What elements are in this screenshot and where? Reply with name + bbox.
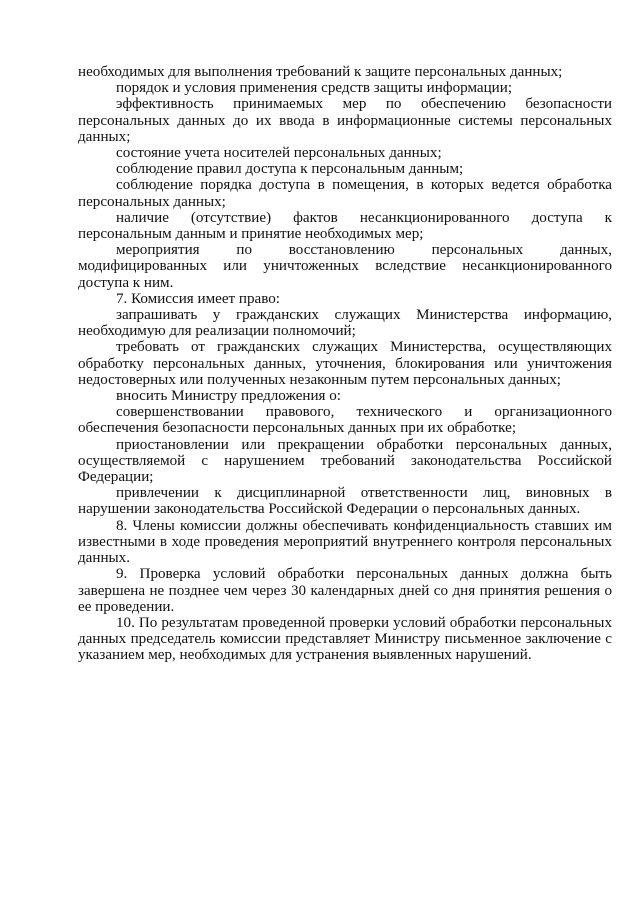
paragraph-section-9: 9. Проверка условий обработки персональных данных должна быть завершена не позднее чем через 30 календарных дней со дня принятия решения о ее проведении. [78, 566, 612, 615]
paragraph-disciplinary: привлечении к дисциплинарной ответственности лиц, виновных в нарушении законодательства Российской Федерации о персональных данных. [78, 485, 612, 518]
paragraph-access-rules: соблюдение правил доступа к персональным данным; [116, 161, 464, 178]
paragraph-measures-effectiveness: эффективность принимаемых мер по обеспечению безопасности персональных данных до их ввода в информационные системы персональных данных; [78, 96, 612, 145]
paragraph-submit-proposals: вносить Министру предложения о: [116, 388, 342, 405]
paragraph-media-accounting: состояние учета носителей персональных данных; [116, 145, 442, 162]
paragraph-demand-correction: требовать от гражданских служащих Министерства, осуществляющих обработку персональных данных, уточнения, блокирования или уничтожения недостоверных или полученных незаконным путем персональных данных; [78, 339, 612, 388]
paragraph-data-recovery: мероприятия по восстановлению персональных данных, модифицированных или уничтоженных вследствие несанкционированного доступа к ним. [78, 242, 612, 291]
paragraph-section-7-heading: 7. Комиссия имеет право: [116, 290, 280, 307]
paragraph-unauthorized-access: наличие (отсутствие) фактов несанкционированного доступа к персональным данным и принятие необходимых мер; [78, 209, 612, 243]
paragraph-suspension: приостановлении или прекращении обработки персональных данных, осуществляемой с нарушением требований законодательства Российской Федерации; [78, 436, 612, 486]
paragraph-section-8: 8. Члены комиссии должны обеспечивать конфиденциальность ставших им известными в ходе проведения мероприятий внутреннего контроля персональных данных. [78, 517, 612, 567]
paragraph-improvement: совершенствовании правового, технического и организационного обеспечения безопасности персональных данных при их обработке; [78, 404, 612, 437]
paragraph-request-information: запрашивать у гражданских служащих Министерства информацию, необходимую для реализации полномочий; [78, 307, 612, 340]
document-body [78, 64, 612, 664]
paragraph-section-10: 10. По результатам проведенной проверки условий обработки персональных данных председатель комиссии представляет Министру письменное заключение с указанием мер, необходимых для устранения выявленных нарушений. [78, 614, 612, 664]
paragraph-premises-access: соблюдение порядка доступа в помещения, в которых ведется обработка персональных данных; [78, 177, 612, 210]
paragraph-protection-tools: порядок и условия применения средств защиты информации; [116, 80, 513, 97]
paragraph-requirements-continuation: необходимых для выполнения требований к защите персональных данных; [78, 64, 563, 80]
